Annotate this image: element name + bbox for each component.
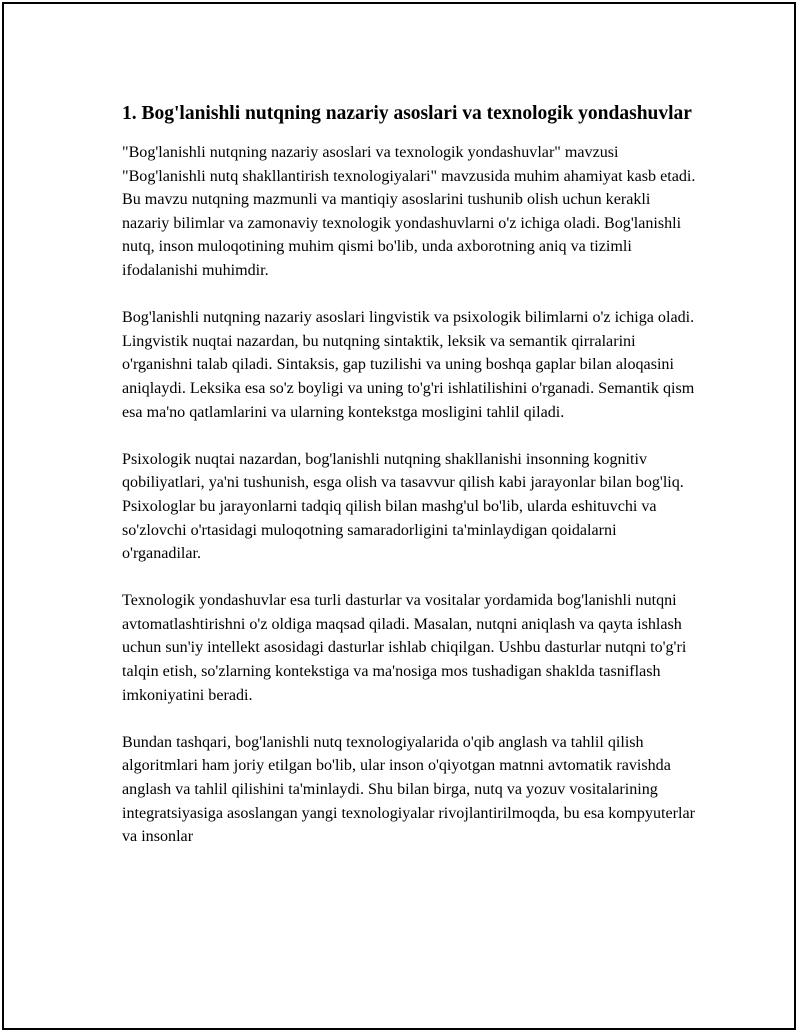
paragraph-technology: Texnologik yondashuvlar esa turli dasturlar va vositalar yordamida bog'lanishli nutqni avtomatlashtirishni o'z oldiga maqsad qiladi. Masalan, nutqni aniqlash va qayta ishlash uchun sun'iy intellekt asosidagi dasturlar ishlab chiqilgan. Ushbu dasturlar nutqni to'g'ri talqin etish, so'zlarning kontekstiga va ma'nosiga mos tushadigan shaklda tasniflash imkoniyatini beradi.: [122, 592, 687, 704]
paragraph-additional: Bundan tashqari, bog'lanishli nutq texnologiyalarida o'qib anglash va tahlil qilish algoritmlari ham joriy etilgan bo'lib, ular inson o'qiyotgan matnni avtomatik ravishda anglash va tahlil qilishini ta'minlaydi. Shu bilan birga, nutq va yozuv vositalarining integratsiyasiga asoslangan yangi texnologiyalar rivojlantirilmoqda, bu esa kompyuterlar va insonlar: [122, 733, 695, 846]
paragraph-theory: Bog'lanishli nutqning nazariy asoslari lingvistik va psixologik bilimlarni o'z ichiga oladi. Lingvistik nuqtai nazardan, bu nutqning sintaktik, leksik va semantik qirralarini o'rganishni talab qiladi. Sintaksis, gap tuzilishi va uning boshqa gaplar bilan aloqasini aniqlaydi. Leksika esa so'z boyligi va uning to'g'ri ishlatilishini o'rganadi. Semantik qism esa ma'no qatlamlarini va ularning kontekstga mosligini tahlil qiladi.: [122, 309, 695, 421]
section-heading: 1. Bog'lanishli nutqning nazariy asoslari va texnologik yondashuvlar: [122, 103, 692, 124]
paragraph-psychology: Psixologik nuqtai nazardan, bog'lanishli nutqning shakllanishi insonning kognitiv qobiliyatlari, ya'ni tushunish, esga olish va tasavvur qilish kabi jarayonlar bilan bog'liq. Psixologlar bu jarayonlarni tadqiq qilish bilan mashg'ul bo'lib, ularda eshituvchi va so'zlovchi o'rtasidagi muloqotning samaradorligini ta'minlaydigan qoidalarni o'rganadilar.: [122, 450, 684, 563]
document-body: [122, 100, 697, 872]
paragraph-intro: "Bog'lanishli nutqning nazariy asoslari va texnologik yondashuvlar" mavzusi "Bog'lanishli nutq shakllantirish texnologiyalari" mavzusida muhim ahamiyat kasb etadi. Bu mavzu nutqning mazmunli va mantiqiy asoslarini tushunib olish uchun kerakli nazariy bilimlar va zamonaviy texnologik yondashuvlarni o'z ichiga oladi. Bog'lanishli nutq, inson muloqotining muhim qismi bo'lib, unda axborotning aniq va tizimli ifodalanishi muhimdir.: [122, 144, 696, 279]
page-frame: [2, 2, 796, 1030]
